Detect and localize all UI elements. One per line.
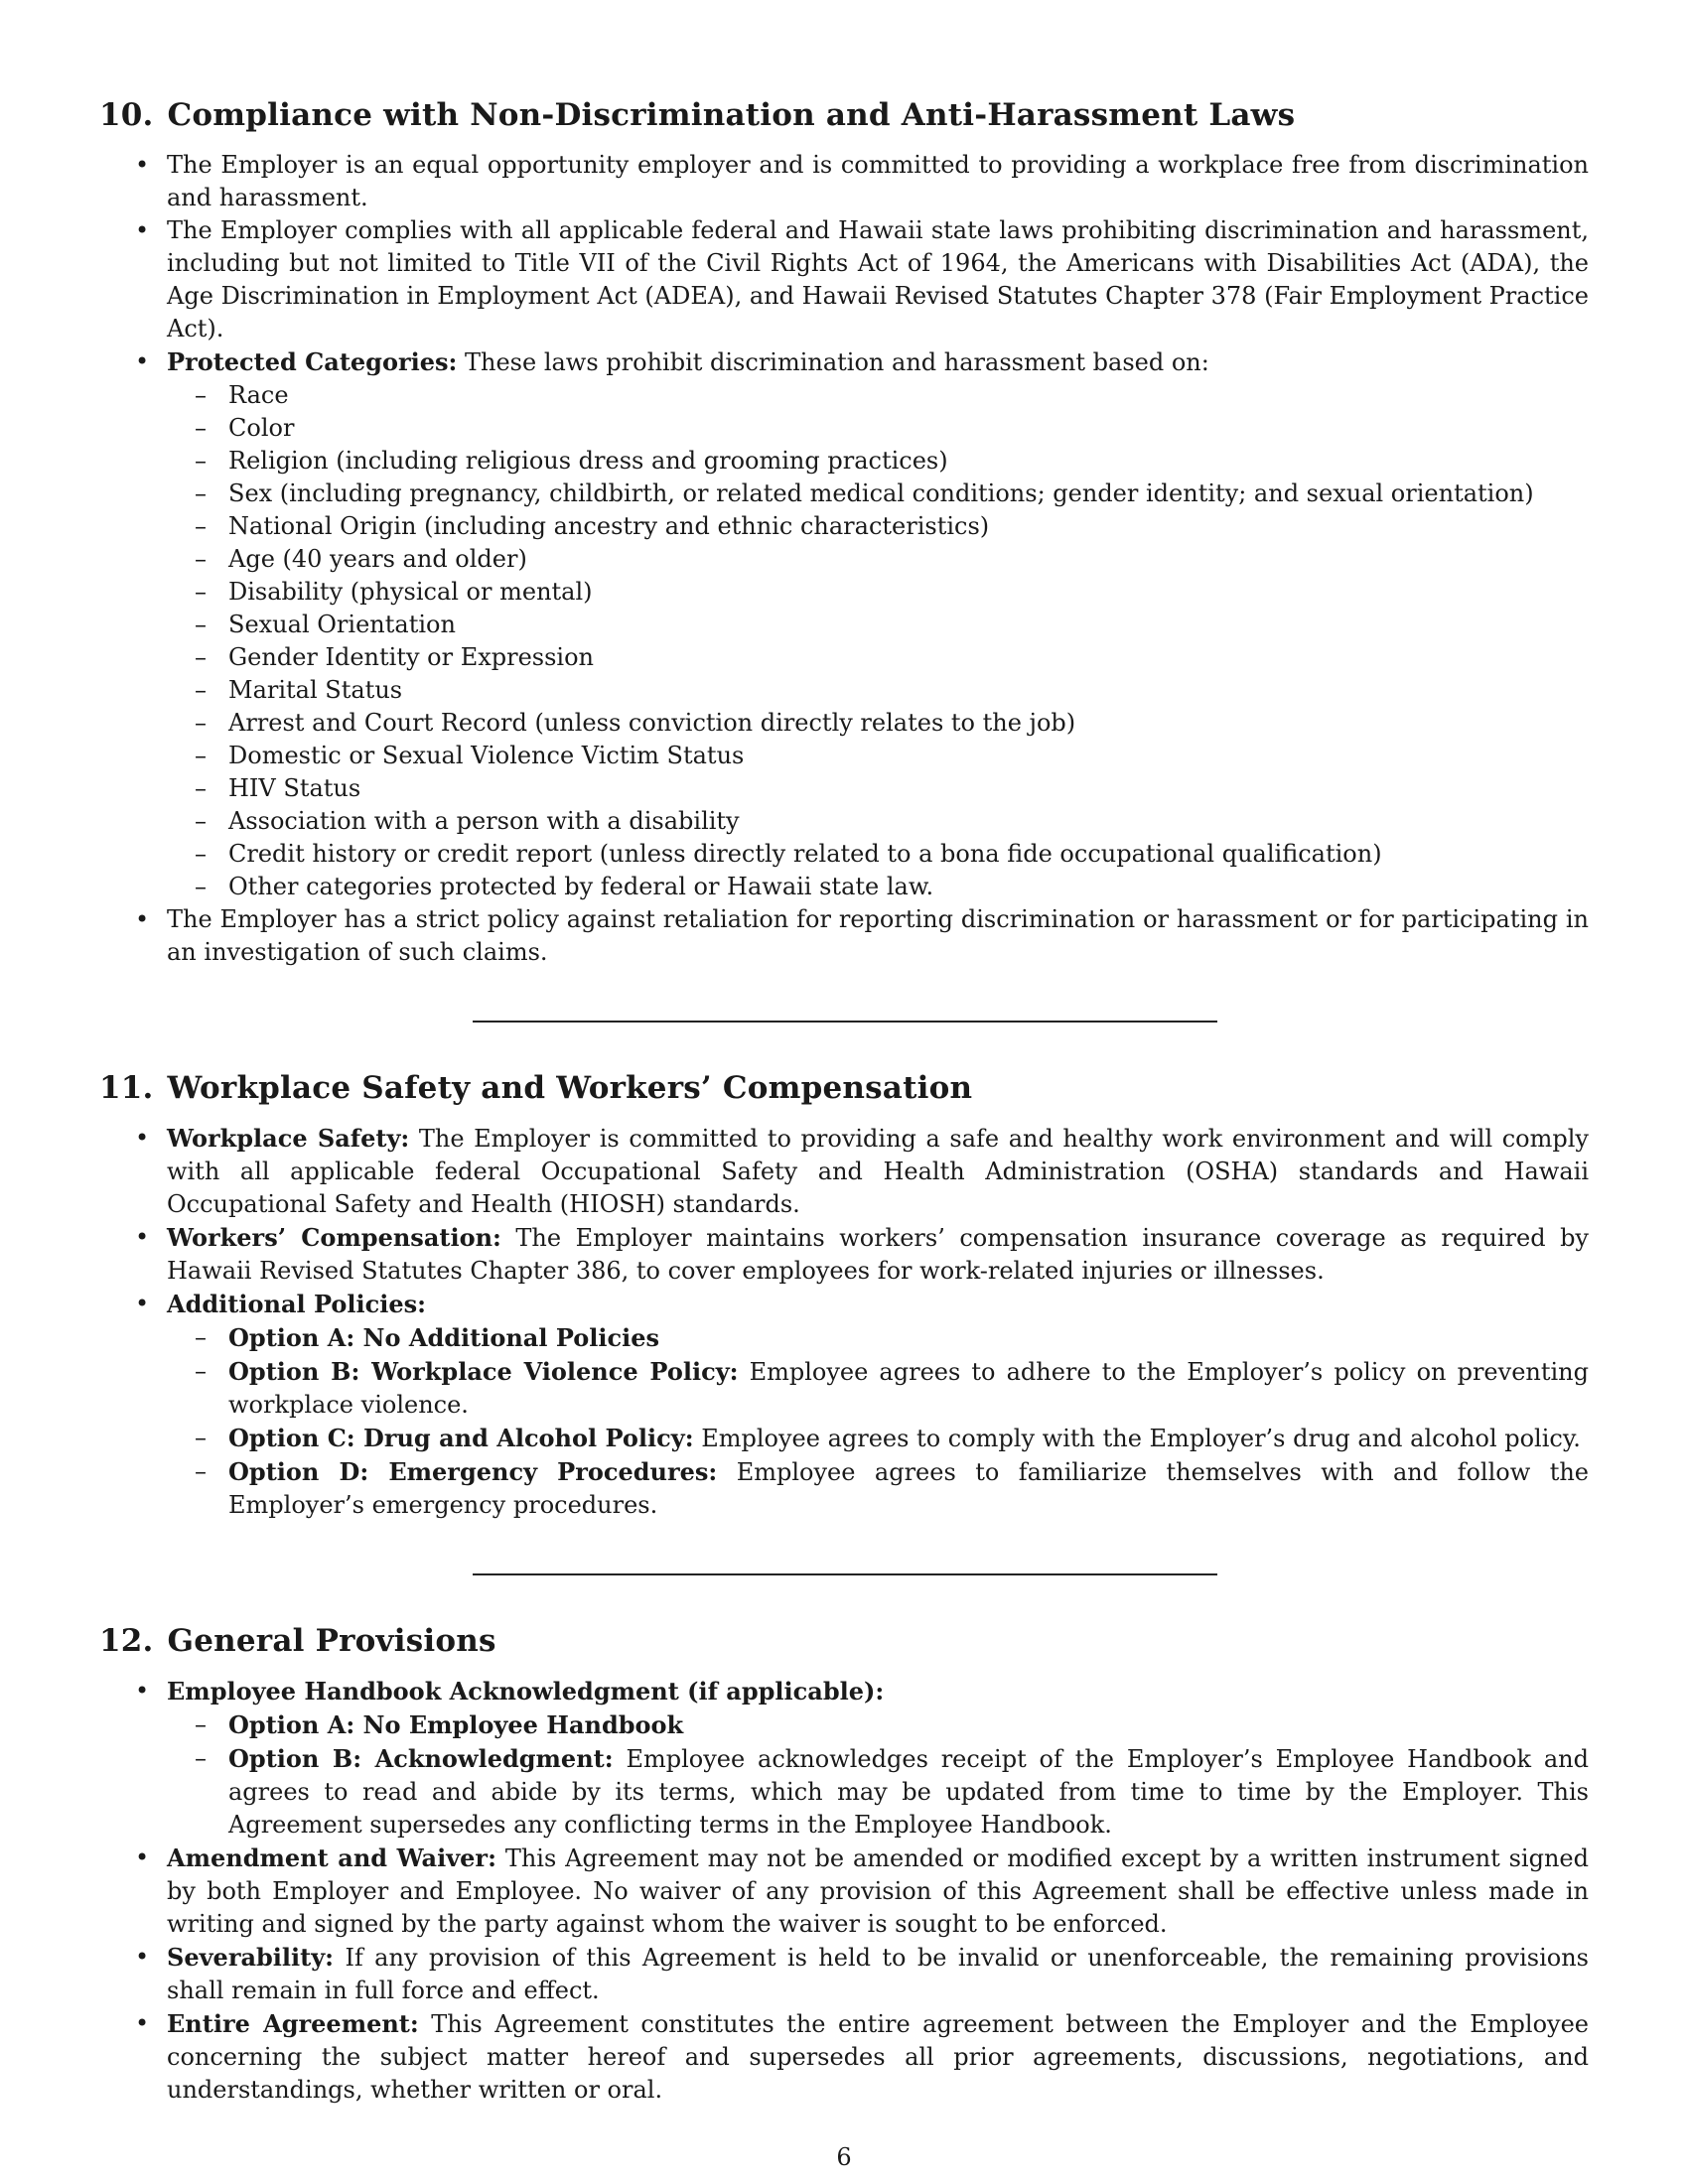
dash-icon: –	[195, 447, 207, 475]
section-title: Compliance with Non-Discrimination and Anti-Harassment Laws	[167, 97, 1296, 133]
section-heading	[99, 1621, 1589, 1661]
bullet-icon: •	[135, 347, 150, 375]
item-label: Additional Policies:	[167, 1290, 426, 1318]
dash-icon: –	[195, 709, 207, 737]
protected-categories-list	[167, 379, 1589, 903]
dash-icon: –	[195, 545, 207, 573]
sub-list-item	[167, 871, 1589, 903]
dash-icon: –	[195, 1357, 207, 1385]
list-item	[99, 1288, 1589, 1522]
dash-icon: –	[195, 578, 207, 606]
list-item	[99, 1221, 1589, 1288]
item-label: Workplace Safety:	[167, 1124, 410, 1153]
item-text: These laws prohibit discrimination and harassment based on:	[465, 348, 1209, 376]
list-item	[99, 149, 1589, 214]
dash-icon: –	[195, 414, 207, 442]
sub-list-item	[167, 1355, 1589, 1422]
list-item	[99, 903, 1589, 969]
dash-icon: –	[195, 1424, 207, 1451]
item-text: This Agreement may not be amended or modified except by a written instrument signed by both Employer and Employee. No waiver of any provision of this Agreement shall be effective unless made in writing and signed by the party against whom the waiver is sought to be enforced.	[167, 1844, 1589, 1938]
item-text: The Employer has a strict policy against retaliation for reporting discrimination or harassment or for participating in an investigation of such claims.	[167, 905, 1589, 966]
bullet-icon: •	[135, 216, 150, 244]
list-item	[99, 1675, 1589, 1842]
sub-list-item	[167, 772, 1589, 805]
list-item	[99, 1122, 1589, 1221]
item-text: The Employer complies with all applicable federal and Hawaii state laws prohibiting discrimination and harassment, including but not limited to Title VII of the Civil Rights Act of 1964, the Americans with Disabilities Act (ADA), the Age Discrimination in Employment Act (ADEA), and Hawaii Revised Statutes Chapter 378 (Fair Employment Practice Act).	[167, 216, 1589, 342]
list-item	[99, 1941, 1589, 2007]
option-text: Employee acknowledges receipt of the Employer’s Employee Handbook and agrees to read and abide by its terms, which may be updated from time to time by the Employer. This Agreement supersedes any conflicting terms in the Employee Handbook.	[228, 1745, 1590, 1839]
sub-list-item	[167, 379, 1589, 412]
sub-list-item	[167, 838, 1589, 871]
dash-icon: –	[195, 512, 207, 540]
sub-list-item	[167, 805, 1589, 838]
document-page	[99, 95, 1589, 2107]
item-label: Entire Agreement:	[167, 2009, 419, 2038]
bullet-icon: •	[135, 151, 150, 179]
option-label: Option B: Acknowledgment:	[228, 1744, 614, 1773]
sub-item-text: Gender Identity or Expression	[228, 643, 595, 671]
dash-icon: –	[195, 840, 207, 868]
sub-list-item	[167, 576, 1589, 609]
section-title: Workplace Safety and Workers’ Compensation	[167, 1070, 973, 1106]
sub-item-text: Religion (including religious dress and grooming practices)	[228, 447, 948, 475]
section-10	[99, 95, 1589, 969]
option-label: Option A: No Employee Handbook	[228, 1710, 684, 1739]
bullet-icon: •	[135, 1124, 150, 1152]
sub-list-item	[167, 674, 1589, 707]
dash-icon: –	[195, 479, 207, 507]
sub-list-item	[167, 1321, 1589, 1355]
sub-list-item	[167, 1455, 1589, 1522]
bullet-icon: •	[135, 905, 150, 933]
item-text: The Employer is committed to providing a safe and healthy work environment and will comply with all applicable federal Occupational Safety and Health Administration (OSHA) standards and Hawaii Occupational Safety and Health (HIOSH) standards.	[167, 1125, 1589, 1218]
item-label: Protected Categories:	[167, 347, 458, 376]
bullet-list	[99, 149, 1589, 969]
bullet-icon: •	[135, 2009, 150, 2037]
sub-item-text: Sex (including pregnancy, childbirth, or related medical conditions; gender identity; and sexual orientation)	[228, 479, 1534, 507]
bullet-icon: •	[135, 1223, 150, 1251]
item-label: Severability:	[167, 1943, 335, 1972]
sub-item-text: Race	[228, 381, 289, 409]
sub-item-text: Credit history or credit report (unless directly related to a bona fide occupational qualification)	[228, 840, 1382, 868]
sub-item-text: Sexual Orientation	[228, 611, 456, 638]
section-12	[99, 1621, 1589, 2107]
sub-item-text: Association with a person with a disability	[228, 807, 740, 835]
bullet-icon: •	[135, 1677, 150, 1705]
section-heading	[99, 95, 1589, 135]
dash-icon: –	[195, 643, 207, 671]
item-text: This Agreement constitutes the entire agreement between the Employer and the Employee concerning the subject matter hereof and supersedes all prior agreements, discussions, negotiations, and understandings, whether written or oral.	[167, 2010, 1589, 2104]
sub-list-item	[167, 609, 1589, 641]
sub-item-text: Disability (physical or mental)	[228, 578, 593, 606]
horizontal-divider	[473, 1021, 1217, 1023]
sub-list-item	[167, 412, 1589, 445]
dash-icon: –	[195, 774, 207, 802]
dash-icon: –	[195, 1457, 207, 1485]
section-11	[99, 1068, 1589, 1522]
sub-item-text: HIV Status	[228, 774, 361, 802]
option-label: Option A: No Additional Policies	[228, 1323, 659, 1352]
sub-list-item	[167, 510, 1589, 543]
dash-icon: –	[195, 611, 207, 638]
list-item	[99, 1842, 1589, 1941]
sub-list-item	[167, 641, 1589, 674]
bullet-icon: •	[135, 1943, 150, 1971]
section-number: 12.	[99, 1623, 154, 1659]
item-text: The Employer maintains workers’ compensation insurance coverage as required by Hawaii Revised Statutes Chapter 386, to cover employees for work-related injuries or illnesses.	[167, 1224, 1589, 1285]
option-text: Employee agrees to familiarize themselves with and follow the Employer’s emergency procedures.	[228, 1458, 1589, 1519]
bullet-icon: •	[135, 1290, 150, 1317]
item-text: The Employer is an equal opportunity employer and is committed to providing a workplace free from discrimination and harassment.	[167, 151, 1589, 211]
page-number: 6	[836, 2143, 852, 2171]
sub-list-item	[167, 1742, 1589, 1842]
option-text: Employee agrees to comply with the Employer’s drug and alcohol policy.	[701, 1425, 1581, 1452]
section-number: 10.	[99, 97, 154, 133]
sub-item-text: National Origin (including ancestry and ethnic characteristics)	[228, 512, 990, 540]
sub-list-item	[167, 707, 1589, 740]
sub-list-item	[167, 445, 1589, 478]
sub-list-item	[167, 1708, 1589, 1742]
option-text: Employee agrees to adhere to the Employer’s policy on preventing workplace violence.	[228, 1358, 1589, 1419]
dash-icon: –	[195, 1744, 207, 1772]
section-heading	[99, 1068, 1589, 1108]
horizontal-divider	[473, 1573, 1217, 1575]
additional-policies-list	[167, 1321, 1589, 1522]
dash-icon: –	[195, 742, 207, 769]
sub-item-text: Arrest and Court Record (unless conviction directly relates to the job)	[228, 709, 1076, 737]
sub-item-text: Marital Status	[228, 676, 403, 704]
list-item	[99, 2007, 1589, 2107]
dash-icon: –	[195, 381, 207, 409]
sub-list-item	[167, 1422, 1589, 1455]
sub-item-text: Age (40 years and older)	[228, 545, 527, 573]
dash-icon: –	[195, 1710, 207, 1738]
section-title: General Provisions	[167, 1623, 496, 1659]
bullet-list	[99, 1122, 1589, 1522]
sub-item-text: Color	[228, 414, 295, 442]
sub-list-item	[167, 740, 1589, 772]
item-label: Employee Handbook Acknowledgment (if applicable):	[167, 1677, 885, 1706]
handbook-options-list	[167, 1708, 1589, 1842]
dash-icon: –	[195, 807, 207, 835]
option-label: Option C: Drug and Alcohol Policy:	[228, 1424, 694, 1452]
bullet-list	[99, 1675, 1589, 2107]
dash-icon: –	[195, 676, 207, 704]
bullet-icon: •	[135, 1843, 150, 1871]
item-label: Amendment and Waiver:	[167, 1843, 496, 1872]
dash-icon: –	[195, 873, 207, 900]
sub-item-text: Other categories protected by federal or Hawaii state law.	[228, 873, 934, 900]
section-number: 11.	[99, 1070, 154, 1106]
list-item	[99, 214, 1589, 345]
item-label: Workers’ Compensation:	[167, 1223, 501, 1252]
dash-icon: –	[195, 1323, 207, 1351]
sub-list-item	[167, 543, 1589, 576]
item-text: If any provision of this Agreement is held to be invalid or unenforceable, the remaining provisions shall remain in full force and effect.	[167, 1944, 1589, 2004]
option-label: Option B: Workplace Violence Policy:	[228, 1357, 739, 1386]
sub-item-text: Domestic or Sexual Violence Victim Status	[228, 742, 745, 769]
sub-list-item	[167, 478, 1589, 510]
list-item	[99, 345, 1589, 903]
option-label: Option D: Emergency Procedures:	[228, 1457, 718, 1486]
